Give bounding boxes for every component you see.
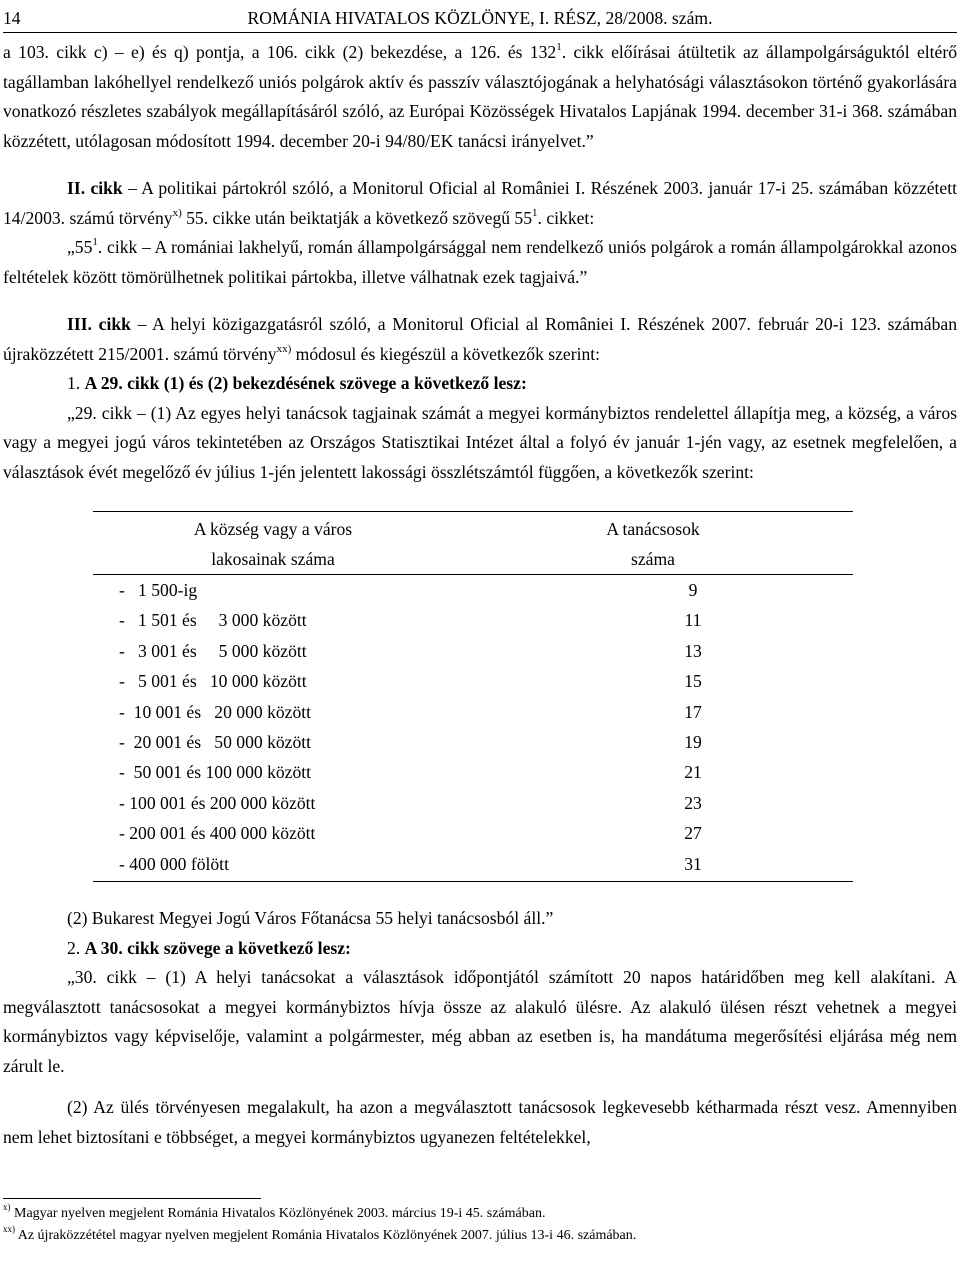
footnotes xyxy=(3,1198,957,1247)
population-range: - 3 001 és 5 000 között xyxy=(119,640,307,661)
column-header-population: A község vagy a város xyxy=(93,512,453,545)
paragraph-article-30-2: (2) Az ülés törvényesen megalakult, ha azon a megválasztott tanácsosok legkevesebb kétharmada részt vesz. Amennyiben nem lehet biztosítani e többséget, a megyei kormánybiztos ugyanezen feltételekkel, xyxy=(3,1097,957,1147)
councillor-count: 17 xyxy=(684,701,702,722)
page-header xyxy=(3,8,957,30)
table-row xyxy=(93,727,853,757)
councillor-count: 19 xyxy=(684,732,702,753)
document-body xyxy=(3,38,957,1152)
population-range: - 20 001 és 50 000 között xyxy=(119,732,312,753)
population-range: - 5 001 és 10 000 között xyxy=(119,671,307,692)
amendment-1-heading: 1. A 29. cikk (1) és (2) bekezdésének szövege a következő lesz: xyxy=(67,373,527,393)
councillor-count: 13 xyxy=(684,640,702,661)
councillor-count: 21 xyxy=(684,762,702,783)
article-iii-heading: III. cikk xyxy=(67,314,131,334)
paragraph-article-30-1: „30. cikk – (1) A helyi tanácsokat a választások időpontjától számított 20 napos határidőben meg kell alakítani. A megválasztott tanácsosokat a megyei kormánybiztos hívja össze az alakuló ülésre. Az alakuló ülésen részt vehetnek a megyei kormánybiztos vagy képviselője, valamint a polgármester, még abban az esetben is, ha mandátuma megerősítési eljárása még nem zárult le. xyxy=(3,967,957,1076)
councillor-count: 9 xyxy=(688,580,698,600)
councillor-count: 31 xyxy=(453,849,853,882)
table-row xyxy=(93,636,853,666)
amendment-2-heading: 2. A 30. cikk szövege a következő lesz: xyxy=(67,937,351,958)
population-range: - 100 001 és 200 000 között xyxy=(119,792,316,813)
table-row xyxy=(93,818,853,848)
table-row xyxy=(93,788,853,818)
council-size-table xyxy=(93,511,853,882)
councillor-count: 11 xyxy=(684,610,702,631)
article-ii-heading: II. cikk xyxy=(67,178,123,198)
column-header-councillors: A tanácsosok xyxy=(453,512,853,545)
table-row xyxy=(93,666,853,696)
population-range: - 400 000 fölött xyxy=(93,849,453,882)
paragraph-bucharest-council: (2) Bukarest Megyei Jogú Város Főtanácsa 55 helyi tanácsosból áll.” xyxy=(67,908,554,929)
table-row xyxy=(93,697,853,727)
journal-title: ROMÁNIA HIVATALOS KÖZLÖNYE, I. RÉSZ, 28/2008. szám. xyxy=(247,8,713,28)
column-header-population-line2: lakosainak száma xyxy=(93,544,453,575)
paragraph-article-29: „29. cikk – (1) Az egyes helyi tanácsok tagjainak számát a megyei kormánybiztos rendelettel állapítja meg, a község, a város vagy a megyei jogú város tekintetében az Országos Statisztikai Intézet által a folyó év január 1-jén vagy, az esetnek megfelelően, a választások évét megelőző év július 1-jén jelentett lakossági összlétszámtól függően, a következők szerint: xyxy=(3,402,957,482)
population-range: - 10 001 és 20 000 között xyxy=(119,701,312,722)
table-row xyxy=(93,605,853,635)
population-range: - 50 001 és 100 000 között xyxy=(119,762,312,783)
table-row xyxy=(93,849,853,882)
population-range: - 200 001 és 400 000 között xyxy=(119,823,316,844)
councillor-count: 15 xyxy=(684,671,702,692)
councillor-count: 23 xyxy=(684,792,702,813)
population-range: - 1 500-ig xyxy=(119,580,198,600)
column-header-councillors-line2: száma xyxy=(453,544,853,575)
footnote: $^{xx)}$ Az újraközzététel magyar nyelven megjelent Románia Hivatalos Közlönyének 2007. július 13-i 46. számában. xyxy=(3,1224,637,1243)
paragraph-article-55-1: $„55^1$. cikk – A romániai lakhelyű, román állampolgársággal nem rendelkező uniós polgárok a román állampolgárokkal azonos feltételek között tömörülhetnek politikai pártokba, illetve válhatnak ezek tagjaivá.” xyxy=(3,236,957,287)
councillor-count: 27 xyxy=(684,823,702,844)
paragraph-article-ii: II. cikk – A politikai pártokról szóló, a Monitorul Oficial al României I. Részének 2003. január 17-i 25. számában közzétett 14/2003. számú törvény$^{x)}$ 55. cikke után beiktatják a következő szövegű $55^1$. cikket: xyxy=(3,178,957,228)
footnote: $^{x)}$ Magyar nyelven megjelent Románia Hivatalos Közlönyének 2003. március 19-i 45. számában. xyxy=(3,1202,546,1221)
table-row xyxy=(93,757,853,787)
paragraph-article-iii: III. cikk – A helyi közigazgatásról szóló, a Monitorul Oficial al României I. Részének 2007. február 20-i 123. számában újraközzétett 215/2001. számú törvény$^{xx)}$ módosul és kiegészül a következők szerint: xyxy=(3,314,957,364)
paragraph-directive: a 103. cikk c) – e) és q) pontja, a 106. cikk (2) bekezdése, a 126. és $132^1$. cikk előírásai átültetik az állampolgárságuktól eltérő tagállamban lakóhellyel rendelkező uniós polgárok aktív és passzív választójogának a helyhatósági választásokon történő gyakorlására vonatkozó részletes szabályok megállapításáról szóló, az Európai Közösségek Hivatalos Lapjának 1994. december 31-i 368. számában közzétett, utólagosan módosított 1994. december 20-i 94/80/EK tanácsi irányelvet.” xyxy=(3,41,958,151)
header-rule xyxy=(3,32,957,33)
page-number: 14 xyxy=(3,8,21,28)
population-range: - 1 501 és 3 000 között xyxy=(119,610,307,631)
table-row xyxy=(93,575,853,606)
footnote-rule xyxy=(3,1198,261,1199)
